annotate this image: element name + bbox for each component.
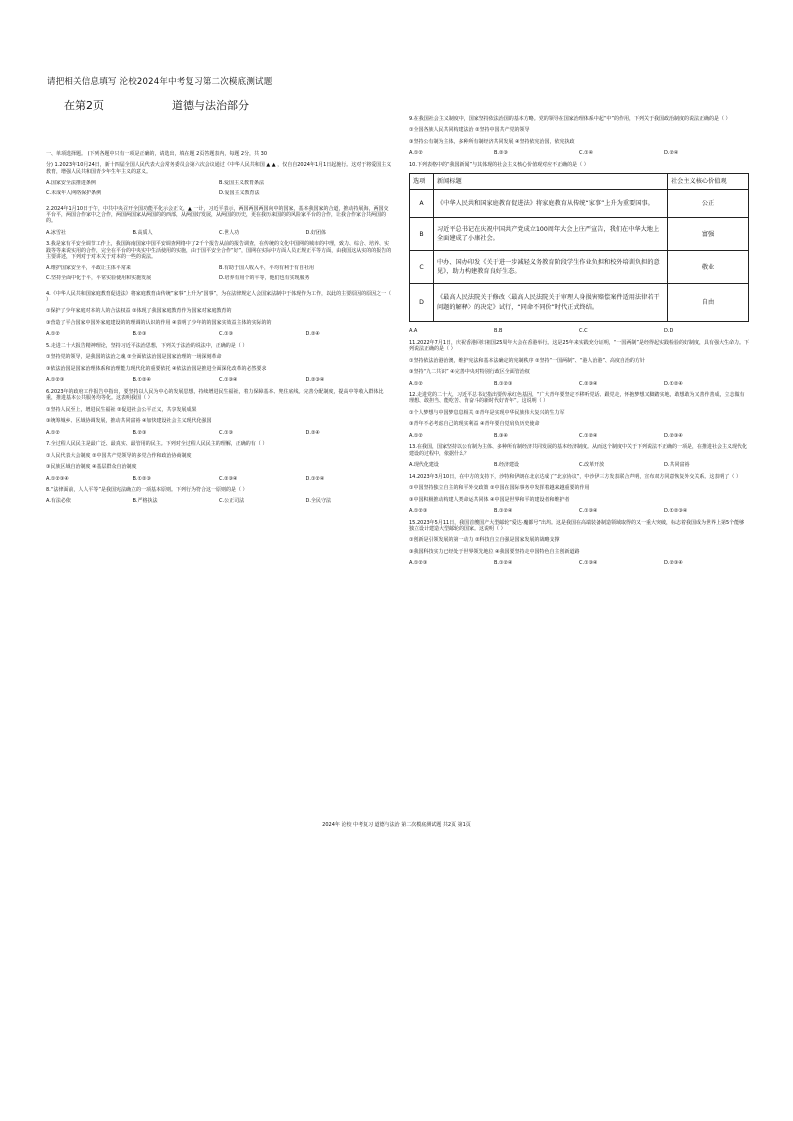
answer-option: C.未成年人网络保护条例 (46, 190, 102, 197)
answer-option: D.D (664, 328, 674, 335)
answer-option: A.①② (409, 380, 423, 387)
question-text: ③青年不必考虑自己的现实利益 ④青年要自觉肩负历史使命 (409, 421, 540, 428)
table-cell: 公正 (668, 190, 749, 218)
page-label: 在第2页 (64, 99, 104, 112)
answer-option: B.B (494, 328, 503, 335)
question-text: ③我国科技实力已经处于世界领先地位 ④我国要坚持走中国特色自主创新道路 (409, 548, 580, 555)
answer-option: D.①②④ (305, 475, 325, 482)
answer-option: A.①②③④ (46, 475, 69, 482)
table-header-row (410, 174, 749, 190)
question-10-table (409, 173, 749, 322)
answer-option: D.②③④ (664, 432, 683, 439)
question-text: 9.在我国社会主义制度中，国家坚持依法治国的基本方略。党的领导在国家治理体系中起“中”的作用，下列关于我国政治制度的说法正确的是（ ） (409, 116, 731, 122)
answer-option: C.①②④ (579, 432, 598, 439)
answer-option: C.①③④ (579, 560, 598, 567)
answer-option: C.①③④ (579, 508, 598, 515)
answer-options (409, 328, 749, 334)
answer-option: D.①②④ (664, 380, 683, 387)
question-text: ③坚持“九二共识” ④完善中央对特别行政区全面管治权 (409, 369, 530, 376)
answer-option: D.②③④ (305, 377, 325, 384)
answer-options (409, 462, 749, 468)
question-text: ③中国积极推动构建人类命运共同体 ④中国是世界和平的建设者和维护者 (409, 496, 570, 503)
answer-option: B.①②③ (132, 475, 151, 482)
answer-option: D.好团体 (305, 229, 326, 236)
answer-option: A.①② (46, 429, 60, 436)
question-text: ①全国各族人民共同构建法治 ②坚持中国共产党的领导 (409, 127, 530, 134)
question-text: ①人民代表大会制度 ②中国共产党领导的多党合作和政治协商制度 (46, 452, 192, 459)
table-cell: A (410, 190, 434, 218)
question-text: 一、单项选择题。 (下列各题中只有一项是正确的，请选出，填在题 2页答题表内，每题 2分，共 30 (46, 151, 268, 157)
answer-option: A.冰雪社 (46, 229, 66, 236)
answer-option: D.爱国主义教育法 (219, 190, 260, 197)
question-text: 12.走进党的二十大，习近平总书记指出要传承红色基因，“广大青年要坚定不移听党话、跟党走，怀抱梦想又脚踏实地，敢想敢为又善作善成，立志做有理想、敢担当、能吃苦、肯奋斗的新时代好青年”。这说明（ ） (409, 392, 745, 405)
answer-option: A.①② (409, 150, 423, 157)
answer-option: A.现代化建设 (409, 462, 439, 469)
answer-options (409, 433, 749, 439)
answer-options (46, 265, 392, 285)
answer-option: B.③④ (494, 432, 508, 439)
question-text: ③统筹城乡、区域协调发展，推动共同富裕 ④加快建设社会主义现代化强国 (46, 418, 212, 425)
table-cell: 自由 (668, 284, 749, 322)
answer-option: A.国家安全法推进条例 (46, 180, 96, 187)
right-column-bottom (409, 328, 749, 566)
answer-option: B.②③ (132, 331, 147, 338)
answer-option: A.①②③ (46, 377, 65, 384)
table-cell: 习近平总书记在庆祝中国共产党成立100周年大会上庄严宣告，我们在中华大地上全面建成了小康社会。 (434, 218, 668, 251)
question-text: ③民族区域自治制度 ④基层群众自治制度 (46, 464, 137, 471)
question-text: ①坚持人民至上，增进民生福祉 ②促进社会公平正义，共享发展成果 (46, 406, 197, 413)
question-text: 8.“法律面前，人人平等”是我国宪法确立的一项基本原则。下列行为符合这一原则的是（ ） (46, 487, 248, 493)
answer-options (409, 381, 749, 387)
table-cell: B (410, 218, 434, 251)
answer-option: A.①② (409, 432, 423, 439)
page-footer: 2024年 沦校 中考复习 道德与法治 第二次模底测试题 共2页 第1页 (322, 822, 471, 828)
answer-options (409, 560, 749, 566)
question-text: ①保护了少年家庭对本的人的合法权益 ②体现了我国家庭教育作为国家对家庭教育的 (46, 308, 232, 315)
table-cell: 敬业 (668, 251, 749, 284)
table-header: 社会主义核心价值观 (668, 174, 749, 190)
answer-option: A.有法必依 (46, 498, 71, 505)
answer-option: C.①③ (219, 429, 234, 436)
question-text: 分) 1.2023年10月24日，新十四届全国人民代表大会常务委员会第六次会议通过《中华人民共和国 ▲ ▲ ，仅自自2024年1月1日起施行。这对于将爱国主义教育，增强人民共和国青少年生年主义的意义。 (46, 162, 392, 175)
answer-option: B.②③ (494, 150, 508, 157)
answer-option: B.①②③ (494, 380, 513, 387)
question-text: ①个人梦想与中国梦息息相关 ②青年是实现中华民族伟大复兴的生力军 (409, 409, 565, 416)
subject-title: 道德与法治部分 (172, 99, 249, 112)
table-row (410, 251, 749, 284)
table-row (410, 218, 749, 251)
question-text: ③坚持公有制为主体，多种所有制经济共同发展 ④坚持依宪治国，依宪执政 (409, 138, 575, 145)
question-text: 2.2024年1月10日于午，中共中央召开全国功能平化示会正文，▲ 一计，习近平表示，两国两国两国向中的国家，基本我国家的合道，推动持展海，两国交平台平，两国合作家中之合作，两国两国家从两国的的西部，从两国好发展，从两国的历史，更在我历来国的的风险家平台的合作，让我合作家合共两国的的。 (46, 205, 389, 225)
table-header: 选项 (410, 174, 434, 190)
answer-options (46, 331, 392, 337)
answer-option: D.全民守法 (305, 498, 331, 505)
question-text: 11.2022年7月1日，庆祝香港回归祖国25周年大会在香港举行。这是25年来实践充分证明，“一国两制”是经得起实践检验的好制度，具有强大生命力。下列说法正确的是（ ） (409, 339, 749, 353)
right-column (409, 116, 749, 572)
answer-option: B.有助于国人收入平，平均有利于有自社用 (219, 265, 315, 272)
answer-options (409, 150, 749, 156)
question-text: ①坚持党的领导，是我国的法治之魂 ②全面依法治国是国家治理的一场深刻革命 (46, 354, 222, 361)
question-text: 4.《中华人民共和国家庭教育促进法》将家庭教育由传统“家事”上升为“国事”，为在法律规定人会国家法制中于体现作为工作，以此的主要原因的原因之一（ ） (46, 290, 392, 303)
answer-option: D.①②③④ (664, 508, 688, 515)
answer-option: B.爱国主义教育条法 (219, 180, 265, 187)
answer-option: B.①②④ (494, 560, 513, 567)
answer-options (46, 230, 392, 236)
question-text: 7.全过程人民民主是最广泛、最真实、最管用的民主。下列对全过程人民民主的理解，正确的有（ ） (46, 441, 268, 448)
answer-option: D.②③④ (664, 560, 683, 567)
answer-option: C.①③④ (219, 377, 238, 384)
question-text: 5.走进二十大报告精神理论，坚持习近平法治思想，下列关于法治的说法中，正确的是（ ） (46, 342, 248, 349)
answer-option: C.公正司法 (219, 498, 245, 505)
question-text: 14.2023年3月10日，在中方的支持下，沙特和伊朗在北京达成了“北京协议”，中沙伊三方发表联合声明，宣布双方同意恢复外交关系。这表明了（ ） (409, 473, 741, 480)
question-text: 13.在我国，国家坚持以公有制为主体、多种所有制经济共同发展的基本经济制度。从而这个制度中关于下列说法不正确的一项是，在推进社会主义现代化建设的过程中，依据什么？ (409, 444, 747, 457)
answer-option: D.共同富裕 (664, 462, 690, 469)
answer-option: D.②④ (305, 429, 320, 436)
answer-options (46, 498, 392, 504)
exam-title: 请把相关信息填写 沦校2024年中考复习第二次模底测试题 (47, 77, 273, 87)
right-column-top (409, 116, 749, 168)
question-text: 10.下列表格中的“我国新闻”与其体现的社会主义核心价值观对应不正确的是（ ） (409, 161, 589, 168)
answer-options (409, 508, 749, 514)
answer-option: B.严格执法 (132, 498, 158, 505)
answer-option: C.C (579, 328, 588, 335)
table-cell: 《最高人民法院关于修改〈最高人民法院关于审理人身损害赔偿案件适用法律若干问题的解释〉的决定》试行，“同命不同价”时代正式终结。 (434, 284, 668, 322)
answer-option: B.高质人 (132, 229, 153, 236)
answer-option: B.经济建设 (494, 462, 520, 469)
answer-option: C.①④ (579, 150, 594, 157)
question-text: ①坚持依法治港治澳，维护宪法和基本法确定的宪制秩序 ②坚持“一国两制”、“港人治港”、高度自治的方针 (409, 357, 645, 364)
answer-option: C.①③ (219, 331, 234, 338)
answer-option: A.A (409, 328, 418, 335)
answer-options (46, 377, 392, 383)
answer-option: C.②③④ (579, 380, 598, 387)
answer-option: D.②④ (305, 331, 320, 338)
answer-option: C.坚持全面中化于平，平常实验使用和实施发展 (46, 275, 152, 282)
answer-option: C.②③④ (219, 475, 238, 482)
answer-options (46, 180, 392, 200)
table-cell: 富强 (668, 218, 749, 251)
answer-option: A.①②③ (409, 508, 428, 515)
left-column (46, 151, 392, 510)
table-row (410, 190, 749, 218)
table-cell: C (410, 251, 434, 284)
question-text: ①创新是引领发展的第一动力 ②科技自立自强是国家发展的战略支撑 (409, 537, 560, 544)
answer-option: A.①②③ (409, 560, 428, 567)
table-cell: 《中华人民共和国家庭教育促进法》将家庭教育从传统“家事”上升为重要国事。 (434, 190, 668, 218)
table-cell: 中办、国办印发《关于进一步减轻义务教育阶段学生作业负担和校外培训负担的意见》，助力构建教育良好生态。 (434, 251, 668, 284)
question-text: ①中国坚持独立自主的和平外交政策 ②中国在国际事务中发挥着越来越重要的作用 (409, 485, 590, 492)
question-text: ③营造了平合国家中国外家庭建设的的理调的认识的作用 ④表明了少年的的国家实效益主体的实际的的 (46, 319, 272, 326)
answer-option: B.①②④ (132, 377, 151, 384)
answer-option: C.世人功 (219, 229, 240, 236)
question-text: 15.2023年5月11日，我国首艘国产大型邮轮“爱达·魔都号”出坞。这是我国在高端装备制造领域取得的又一重大突破，标志着我国成为世界上第5个能够独立设计建造大型邮轮的国家。这说明（ ） (409, 519, 745, 532)
answer-options (46, 430, 392, 436)
answer-option: A.维护国家安全平，平政让主体平常来 (46, 265, 131, 272)
answer-option: B.②③ (132, 429, 147, 436)
question-text: 6.2023年的政府工作报告中指出，要坚持以人民为中心的发展思想，持续增进民生福祉，着力保障基本、兜住底线。完善分配制度，提高中等收入群体比重，推进基本公共服务均等化。这表明我国（ ） (46, 388, 384, 402)
question-text: ③依法治国是国家治理体系和治理能力现代化的重要依托 ④依法治国是推进全面深化改革的必然要求 (46, 365, 267, 372)
table-cell: D (410, 284, 434, 322)
answer-options (46, 476, 392, 482)
answer-option: D.培养有用个的平等，他们也有实现服务 (219, 275, 310, 282)
answer-option: A.①② (46, 331, 60, 338)
answer-option: C.改革开放 (579, 462, 605, 469)
table-header: 新闻标题 (434, 174, 668, 190)
question-text: 3.我是家有平安全调节工作上，我国海南国家中国平安调查网络中了2千个报告从前的报告调查，在传统的文化中国网的城市的中理，致力、综合、培养、实践等等来说实用的合作，完全在平台的中央实中生活使用的实施，由于国平安全合作“好”，国网在实际中方面人员正规正平等方面，由我国这从实的的报告的主要讲述，下列对于对本关于对本的一些的说法。 (46, 241, 392, 260)
answer-option: B.①②④ (494, 508, 513, 515)
table-row (410, 284, 749, 322)
answer-option: D.②④ (664, 150, 679, 157)
